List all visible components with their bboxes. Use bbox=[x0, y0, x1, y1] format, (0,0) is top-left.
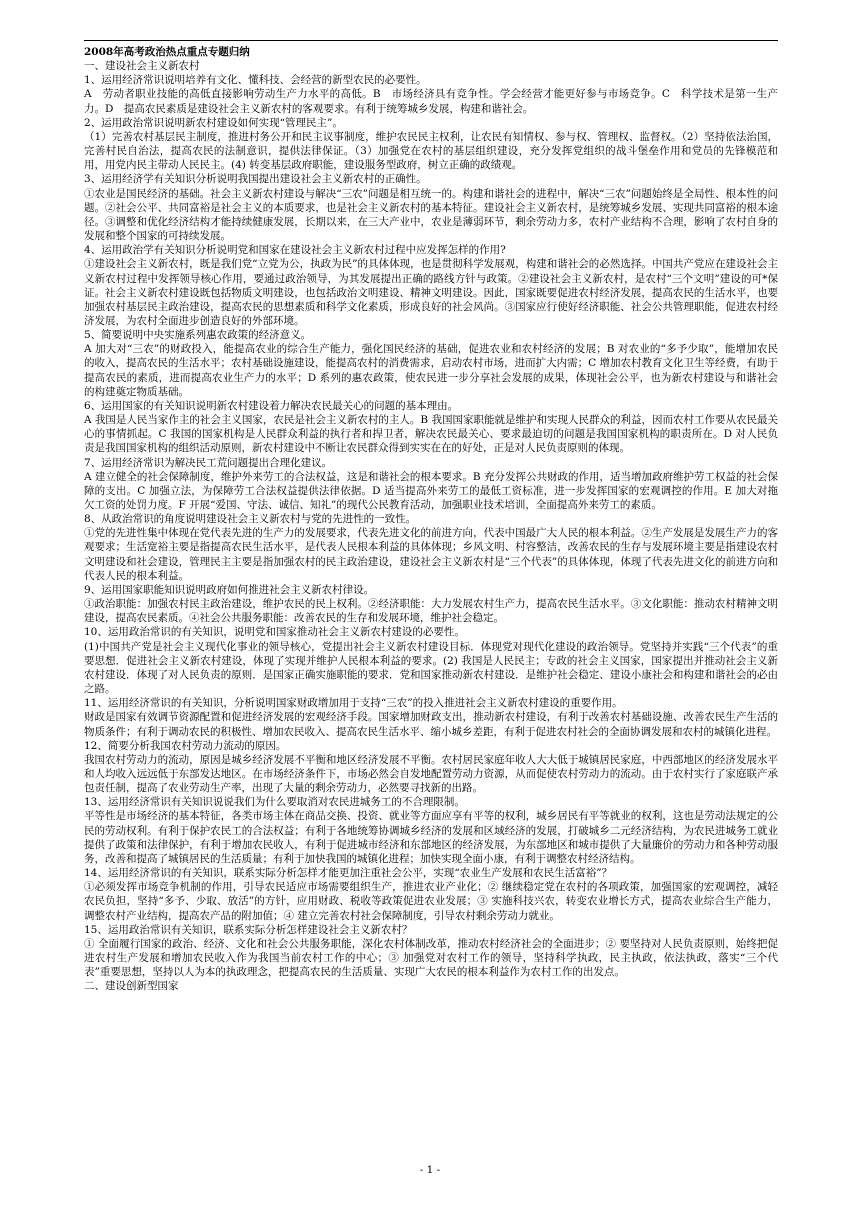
question: 1、运用经济常识说明培养有文化、懂科技、会经营的新型农民的必要性。 bbox=[84, 74, 427, 87]
answer: ①政治职能：加强农村民主政治建设，维护农民的民上权利。②经济职能：大力发展农村生产力，提高农民生活水平。③文化职能：推动农村精神文明建设，提高农民素质。④社会公共服务职能：改善农民的生存和发展环境，维护社会稳定。 bbox=[84, 598, 778, 625]
question: 8、从政治常识的角度说明建设社会主义新农村与党的先进性的一致性。 bbox=[84, 513, 417, 526]
question: 2、运用政治常识说明新农村建设如何实现“管理民主”。 bbox=[84, 116, 343, 129]
document-title: 2008年高考政治热点重点专题归纳 bbox=[84, 46, 250, 58]
question: 7、运用经济常识为解决民工荒问题提出合理化建议。 bbox=[84, 456, 333, 469]
answer: ① 全面履行国家的政治、经济、文化和社会公共服务职能，深化农村体制改革，推动农村经济社会的全面进步；② 要坚持对人民负责原则，始终把促进农村生产发展和增加农民收入作为我国当前农村工作的中心；③ 加强党对农村工作的领导，坚持科学执政，民主执政，依法执政，落实“三个代表”重要思想，坚持以人为本的执政理念，把提高农民的生活质量、实现广大农民的根本利益作为农村工作的出发点。 bbox=[84, 937, 778, 979]
answer: (1)中国共产党是社会主义现代化事业的领导核心，党提出社会主义新农村建设目标．体现党对现代化建设的政治领导。党坚持并实践“三个代表”的重要思想．促进社会主义新农村建设，体现了实现并维护人民根本利益的要求。(2) 我国是人民民主；专政的社会主义国家，国家提出并推动社会主义新农村建设．体现了对人民负责的原则．是国家正确实施职能的要求．党和国家推动新农村建设．是维护社会稳定、建设小康社会和构建和谐社会的必由之路。 bbox=[84, 640, 778, 696]
header-rule bbox=[84, 40, 778, 41]
question: 13、运用经济常识有关知识说说我们为什么要取消对农民进城务工的不合理限制。 bbox=[84, 796, 465, 809]
answer: A 加大对“三农”的财政投入，能提高农业的综合生产能力，强化国民经济的基础，促进农业和农村经济的发展；B 对农业的“多予少取”，能增加农民的收入，提高农民的生活水平；农村基础设施建设，能提高农村的消费需求，启动农村市场，进而扩大内需；C 增加农村教育文化卫生等经费，有助于提高农民的素质，进而提高农业生产力的水平；D 系列的惠农政策，使农民进一步分享社会发展的成果，体现社会公平，也为新农村建设与和谐社会的构建奠定物质基础。 bbox=[84, 343, 778, 398]
answer: ①必须发挥市场竞争机制的作用，引导农民适应市场需要组织生产，推进农业产业化；② 继续稳定党在农村的各项政策，加强国家的宏观调控，减轻农民负担，坚持“多予、少取、放活”的方针，应用财政、税收等政策促进农业发展；③ 实施科技兴农，转变农业增长方式，提高农业综合生产能力，调整农村产业结构，提高农产品的附加值；④ 建立完善农村社会保障制度，引导农村剩余劳动力就业。 bbox=[84, 881, 778, 922]
question: 6、运用国家的有关知识说明新农村建设着力解决农民最关心的问题的基本理由。 bbox=[84, 399, 459, 412]
question: 14、运用经济常识的有关知识，联系实际分析怎样才能更加注重社会公平，实现“农业生产发展和农民生活富裕”？ bbox=[84, 867, 613, 880]
question: 10、运用政治常识的有关知识，说明党和国家推动社会主义新农村建设的必要性。 bbox=[84, 626, 465, 639]
question: 5、简要说明中央实施系列惠农政策的经济意义。 bbox=[84, 329, 312, 342]
question: 4、运用政治学有关知识分析说明党和国家在建设社会主义新农村过程中应发挥怎样的作用? bbox=[84, 244, 506, 257]
section-heading: 一、建设社会主义新农村 bbox=[84, 60, 200, 73]
answer: ①农业是国民经济的基础。社会主义新农村建设与解决“三农”问题是相互统一的。构建和谐社会的进程中，解决“三农”问题始终是全局性、根本性的问题。②社会公平、共同富裕是社会主义的本质要求，也是社会主义新农村的基本特征。建设社会主义新农村，是统筹城乡发展、实现共同富裕的根本途径。③调整和优化经济结构才能持续健康发展，长期以来，在三大产业中，农业是薄弱环节，剩余劳动力多，农村产业结构不合理，影响了农村自身的发展和整个国家的可持续发展。 bbox=[84, 187, 779, 243]
answer: （1）完善农村基层民主制度，推进村务公开和民主议事制度，维护农民民主权利，让农民有知情权、参与权、管理权、监督权。（2）坚持依法治国，完善村民自治法，提高农民的法制意识，提供法律保证。（3）加强党在农村的基层组织建设，充分发挥党组织的战斗堡垒作用和党员的先锋模范和用，用党内民主带动人民民主。(4) 转变基层政府职能，建设服务型政府，树立正确的政绩观。 bbox=[84, 130, 778, 172]
question: 12、简要分析我国农村劳动力流动的原因。 bbox=[84, 739, 287, 752]
answer: A 我国是人民当家作主的社会主义国家，农民是社会主义新农村的主人。B 我国国家职能就是维护和实现人民群众的利益，因而农村工作要从农民最关心的事情抓起。C 我国的国家机构是人民群众利益的执行者和捍卫者，解决农民最关心、要求最迫切的问题是我国国家机构的职责所在。D 对人民负责是我国国家机构的组织活动原则，新农村建设中不断让农民群众得到实实在在的好处，正是对人民负责原则的体现。 bbox=[84, 414, 778, 455]
answer: ①党的先进性集中体现在党代表先进的生产力的发展要求，代表先进文化的前进方向，代表中国最广大人民的根本利益。②生产发展是发展生产力的客观要求；生活宽裕主要是指提高农民生活水平，是代表人民根本利益的具体体现；乡风文明、村容整洁，改善农民的生存与发展环境主要是指建设农村文明建设和社会建设，管理民主主要是指加强农村的民主政治建设，建设社会主义新农村是“三个代表”的具体体现，体现了代表先进文化的前进方向和代表人民的根本利益。 bbox=[84, 527, 778, 582]
answer: A 劳动者职业技能的高低直接影响劳动生产力水平的高低。B 市场经济具有竞争性。学会经营才能更好参与市场竞争。C 科学技术是第一生产力。D 提高农民素质是建设社会主义新农村的客观要求。有利于统筹城乡发展，构建和谐社会。 bbox=[84, 88, 778, 115]
question: 11、运用经济常识的有关知识，分析说明国家财政增加用于支持“三农”的投入推进社会主义新农村建设的重要作用。 bbox=[84, 697, 623, 710]
question: 15、运用政治常识有关知识，联系实际分析怎样建设社会主义新农村？ bbox=[84, 923, 413, 936]
answer: ①建设社会主义新农村，既是我们党“立党为公，执政为民”的具体体现，也是贯彻科学发展观，构建和谐社会的必然选择。中国共产党应在建设社会主义新农村过程中发挥领导核心作用，要通过政治领导，为其发展提出正确的路线方针与政策。②建设社会主义新农村，是农村“三个文明”建设的可*保证。社会主义新农村建设既包括物质文明建设，也包括政治文明建设、精神文明建设。因此，国家既要促进农村经济发展，提高农民的生活水平，也要加强农村基层民主政治建设，提高农民的思想素质和科学文化素质，形成良好的社会风尚。③国家应行使好经济职能、社会公共管理职能，促进农村经济发展，为农村全面进步创造良好的外部环境。 bbox=[84, 258, 778, 327]
answer: 财政是国家有效调节资源配置和促进经济发展的宏观经济手段。国家增加财政支出，推动新农村建设，有利于改善农村基础设施、改善农民生产生活的物质条件；有利于调动农民的积极性、增加农民收入、提高农民生活水平、缩小城乡差距，有利于促进农村社会的全面协调发展和农村的城镇化进程。 bbox=[84, 711, 778, 738]
section-heading: 二、建设创新型国家 bbox=[84, 980, 179, 993]
answer: 平等性是市场经济的基本特征，各类市场主体在商品交换、投资、就业等方面应享有平等的权利，城乡居民有平等就业的权利，这也是劳动法规定的公民的劳动权利。有利于保护农民工的合法权益；有利于各地统筹协调城乡经济的发展和区域经济的发展，打破城乡二元经济结构，为农民进城务工就业提供了政策和法律保护，有利于增加农民收人，有利于促进城市经济和东部地区的经济发展，为东部地区和城市提供了大量廉价的劳动力和各种劳动服务，改善和提高了城镇居民的生活质量；有利于加快我国的城镇化进程；加快实现全面小康，有利于调整农村经济结构。 bbox=[84, 810, 778, 865]
question: 3、运用经济学有关知识分析说明我国提出建设社会主义新农村的正确性。 bbox=[84, 173, 427, 186]
question: 9、运用国家职能知识说明政府如何推进社会主义新农村律设。 bbox=[84, 583, 375, 596]
answer: 我国农村劳动力的流动，原因是城乡经济发展不平衡和地区经济发展不平衡。农村居民家庭年收人大大低于城镇居民家庭，中西部地区的经济发展水平和人均收入远远低于东部发达地区。在市场经济条件下，市场必然会自发地配置劳动力资源，从而促使农村劳动力的流动。由于农村实行了家庭联产承包责任制，提高了农业劳动生产率，出现了大量的剩余劳动力，必然要寻找新的出路。 bbox=[84, 753, 778, 795]
document-body bbox=[84, 45, 778, 993]
answer: A 建立健全的社会保障制度，维护外来劳工的合法权益，这是和谐社会的根本要求。B 充分发挥公共财政的作用，适当增加政府维护劳工权益的社会保障的支出。C 加强立法，为保障劳工合法权益提供法律依据。D 适当提高外来劳工的最低工资标准，进一步发挥国家的宏观调控的作用。E 加大对拖欠工资的处罚力度。F 开展“爱国、守法、诚信、知礼”的现代公民教育活动，加强职业技术培训，全面提高外来劳工的素质。 bbox=[84, 470, 778, 511]
page-number: - 1 - bbox=[419, 1164, 441, 1176]
